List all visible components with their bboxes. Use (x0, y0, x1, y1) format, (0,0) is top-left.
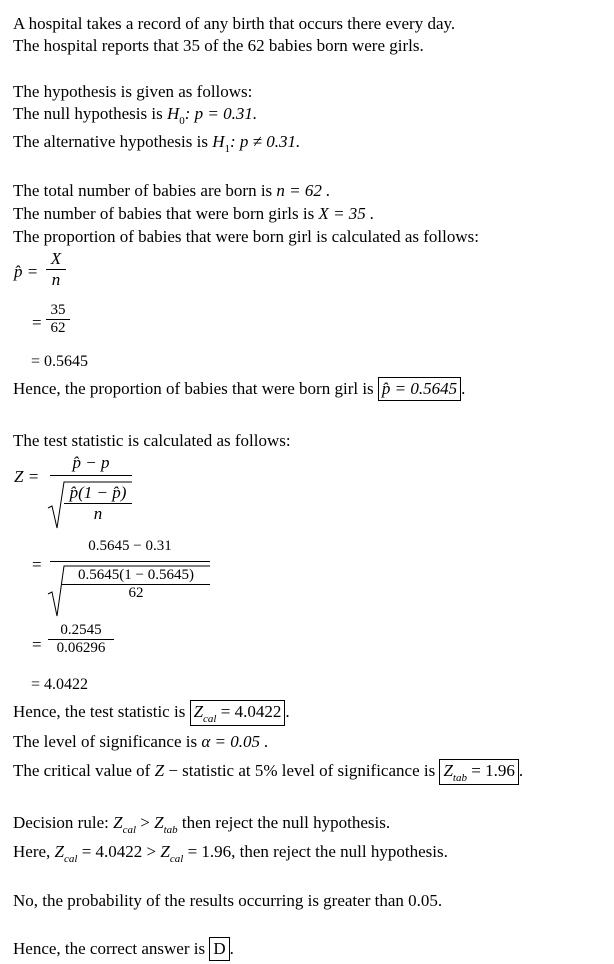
decision-sub1: cal (122, 824, 137, 836)
critical-value-line (13, 759, 523, 785)
equals-sign-1: = (32, 313, 42, 332)
alt-hypothesis-expr: : p ≠ 0.31. (230, 132, 301, 151)
null-hypothesis-label: The null hypothesis is (13, 104, 163, 123)
intro-line-1: A hospital takes a record of any birth that occurs there every day. (13, 14, 456, 33)
alt-hypothesis-label: The alternative hypothesis is (13, 132, 208, 151)
h1-symbol: H (212, 132, 225, 151)
sqrt-inner-denominator-1: n (64, 503, 132, 524)
proportion-boxed-answer: p̂ = 0.5645 (378, 377, 461, 401)
test-boxed-answer (190, 700, 286, 726)
decision-sub2: tab (163, 824, 178, 836)
here-z2: Z (160, 842, 170, 861)
z-numerator-2: 0.5645 − 0.31 (88, 538, 172, 554)
girls-line (13, 204, 374, 224)
z-denominator-3: 0.06296 (48, 639, 114, 657)
z-cal-subscript: cal (203, 713, 217, 725)
sqrt-inner-fraction-1 (64, 483, 132, 524)
z-tab-value: = 1.96 (471, 761, 515, 780)
girls-expr: X = 35 . (318, 204, 375, 223)
z-tab-symbol: Z (443, 761, 453, 780)
fraction-62-denominator: 62 (46, 319, 70, 337)
proportion-conclusion-text: Hence, the proportion of babies that were born girl is (13, 379, 374, 398)
z-fraction-1 (50, 453, 132, 473)
here-line (13, 842, 448, 864)
z-fraction-bar-2 (50, 561, 210, 562)
z-cal-symbol: Z (193, 702, 204, 721)
h0-symbol: H (166, 104, 180, 123)
null-hypothesis-expr: : p = 0.31. (184, 104, 258, 123)
total-babies-line (13, 181, 330, 201)
null-hypothesis-line (13, 104, 257, 126)
proportion-period: . (461, 379, 466, 398)
phat-lhs: p̂ = (14, 262, 39, 281)
significance-text: The level of significance is (13, 732, 198, 751)
answer-text: Hence, the correct answer is (13, 939, 206, 958)
total-babies-expr: n = 62 . (276, 181, 331, 200)
test-period: . (285, 702, 290, 721)
z-fraction-bar-1 (50, 475, 132, 476)
fraction-35-over-62 (46, 302, 70, 337)
probability-line: No, the probability of the results occurring is greater than 0.05. (13, 891, 443, 910)
sqrt-inner-numerator-2: 0.5645(1 − 0.5645) (78, 567, 194, 583)
test-conclusion-text: Hence, the test statistic is (13, 702, 186, 721)
answer-period: . (229, 939, 234, 958)
alt-hypothesis-line (13, 132, 300, 154)
z-cal-value: = 4.0422 (220, 702, 282, 721)
proportion-conclusion-line (13, 377, 465, 401)
equals-sign-3: = (32, 635, 42, 654)
decision-gt: > (140, 813, 150, 832)
equals-sign-2: = (32, 555, 42, 574)
critical-z-symbol: Z (154, 761, 165, 780)
critical-text-b: − statistic at 5% level of significance is (168, 761, 436, 780)
answer-line (13, 937, 234, 961)
decision-z2: Z (154, 813, 164, 832)
sqrt-inner-denominator-2: 62 (62, 584, 210, 602)
z-lhs: Z = (14, 467, 40, 486)
fraction-x-numerator: X (50, 249, 62, 268)
here-mid: = 4.0422 > (81, 842, 157, 861)
h1-subscript: 1 (224, 143, 231, 155)
intro-line-2: The hospital reports that 35 of the 62 babies born were girls. (13, 36, 424, 55)
here-val: = 1.96 (187, 842, 232, 861)
significance-line (13, 732, 269, 752)
critical-period: . (518, 761, 524, 780)
z-numerator-3: 0.2545 (60, 622, 102, 638)
decision-rule-line (13, 813, 390, 835)
test-conclusion-line (13, 700, 290, 726)
proportion-heading: The proportion of babies that were born girl is calculated as follows: (13, 227, 479, 246)
critical-text-a: The critical value of (13, 761, 151, 780)
sqrt-inner-fraction-2 (62, 567, 210, 602)
here-sub1: cal (64, 853, 78, 865)
hypothesis-heading: The hypothesis is given as follows: (13, 82, 253, 101)
test-stat-heading: The test statistic is calculated as follows: (13, 431, 291, 450)
total-babies-label: The total number of babies are born is (13, 181, 273, 200)
fraction-x-over-n (46, 249, 66, 290)
decision-z1: Z (113, 813, 123, 832)
fraction-n-denominator: n (46, 269, 66, 290)
fraction-35-numerator: 35 (50, 302, 66, 318)
girls-label: The number of babies that were born girls is (13, 204, 315, 223)
here-rest: , then reject the null hypothesis. (231, 842, 448, 861)
z-fraction-3 (48, 622, 114, 657)
here-sub2: cal (169, 853, 184, 865)
answer-boxed: D (209, 937, 229, 961)
here-z1: Z (54, 842, 64, 861)
decision-label: Decision rule: (13, 813, 109, 832)
sqrt-inner-numerator-1: p̂(1 − p̂) (69, 483, 127, 502)
proportion-result: = 0.5645 (31, 353, 89, 370)
significance-expr: α = 0.05 . (201, 732, 269, 751)
z-tab-subscript: tab (452, 772, 467, 784)
critical-boxed-answer (439, 759, 518, 785)
z-result: = 4.0422 (31, 676, 89, 693)
h0-subscript: 0 (179, 115, 185, 127)
decision-rest: then reject the null hypothesis. (181, 813, 391, 832)
here-label: Here, (13, 842, 51, 861)
z-fraction-2 (50, 538, 210, 555)
z-numerator-1: p̂ − p (72, 453, 110, 472)
